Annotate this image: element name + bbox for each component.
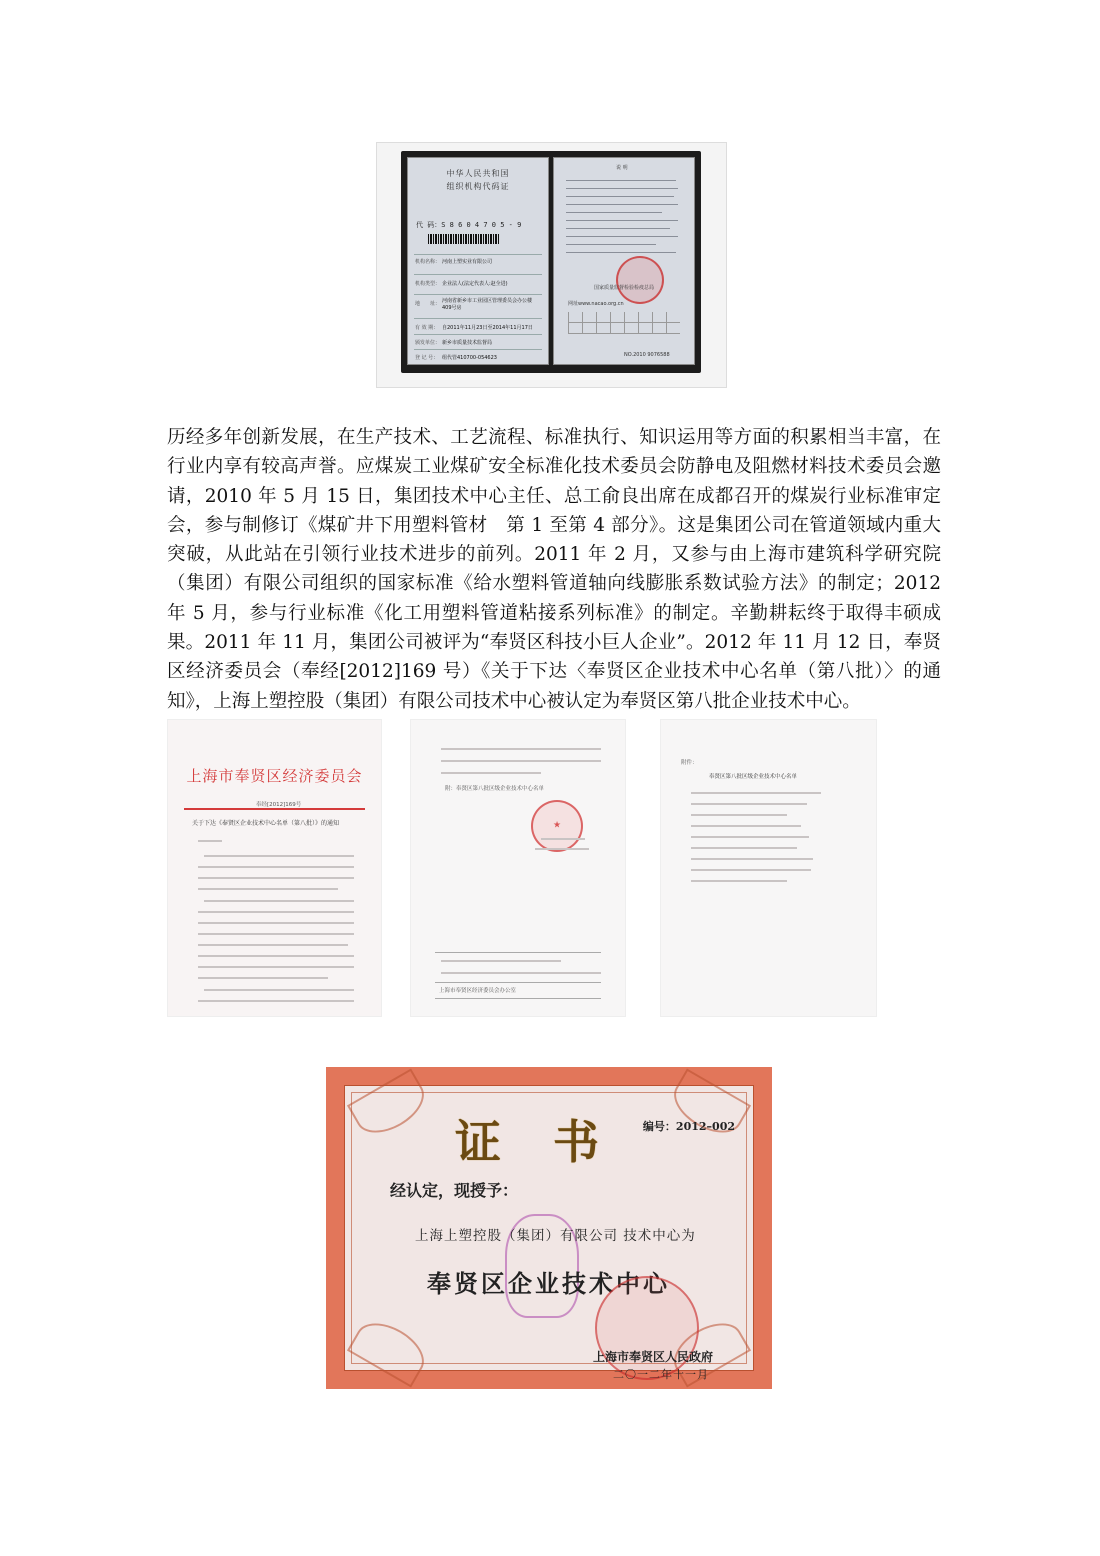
text-line — [441, 960, 561, 962]
list-line — [691, 880, 787, 882]
certificate-title-line1: 中华人民共和国 — [446, 169, 510, 178]
website-line: 网址www.nacao.org.cn — [568, 301, 624, 307]
certificate-body — [344, 1085, 754, 1381]
row-label: 机构类型： — [415, 281, 441, 287]
certificate-code — [416, 220, 521, 230]
row-value: 组代管410700-054623 — [442, 355, 497, 361]
rule — [435, 998, 601, 999]
list-line — [691, 792, 821, 794]
barcode-icon — [428, 234, 500, 244]
text-line — [566, 212, 662, 213]
notes-heading: 说 明 — [616, 165, 628, 171]
text-line — [198, 944, 348, 946]
certificate-left-page — [407, 157, 549, 365]
row-divider — [414, 294, 542, 295]
text-line — [566, 244, 656, 245]
committee-letterhead: 上海市奉贤区经济委员会 — [186, 767, 363, 785]
row-label: 机构名称： — [415, 259, 441, 265]
document-number: 奉经[2012]169号 — [256, 802, 302, 808]
text-line — [198, 877, 354, 879]
certificate-honor: 奉贤区企业技术中心 — [427, 1269, 670, 1298]
office-footer: 上海市奉贤区经济委员会办公室 — [439, 988, 517, 994]
attachment-note: 附：奉贤区第八批区级企业技术中心名单 — [445, 786, 545, 792]
text-line — [566, 236, 678, 237]
row-label: 有 效 期： — [415, 325, 439, 331]
text-line — [198, 966, 354, 968]
notice-page-1 — [167, 719, 382, 1017]
text-line — [566, 204, 678, 205]
notice-page-2 — [410, 719, 626, 1017]
annual-check-grid — [568, 312, 680, 334]
row-divider — [414, 318, 542, 319]
row-divider — [414, 254, 542, 255]
certificate-recipient: 上海上塑控股（集团）有限公司 技术中心为 — [415, 1228, 696, 1244]
certificate-intro: 经认定，现授予： — [390, 1181, 519, 1200]
list-line — [691, 858, 813, 860]
certificate-number: 编号：2012–002 — [642, 1120, 735, 1133]
code-label: 代 码： — [416, 221, 442, 229]
row-divider — [414, 334, 542, 335]
text-line — [441, 772, 541, 774]
org-code-certificate-photo — [376, 142, 727, 388]
row-value: 河南省新乡市工业园区管理委员会办公楼409号房 — [442, 298, 533, 311]
text-line — [198, 840, 222, 842]
official-seal-icon — [616, 256, 664, 304]
list-line — [691, 803, 807, 805]
row-label: 登 记 号： — [415, 355, 439, 361]
certificate-cover — [401, 151, 701, 373]
certificate-serial: NO.2010 9076588 — [624, 352, 670, 358]
list-line — [691, 814, 787, 816]
certificate-date: 二〇一二年十一月 — [613, 1368, 709, 1381]
row-value: 新乡市质量技术监督局 — [442, 340, 493, 346]
letterhead-rule — [184, 808, 365, 810]
notice-page-3 — [660, 719, 877, 1017]
row-label: 颁发单位： — [415, 340, 441, 346]
text-line — [198, 911, 354, 913]
row-divider — [414, 349, 542, 350]
text-line — [198, 933, 354, 935]
text-line — [198, 977, 328, 979]
attachment-label: 附件： — [681, 760, 698, 766]
certificate-title: 证书 — [455, 1115, 651, 1169]
text-line — [535, 848, 589, 850]
issuer-name: 国家质量监督检验检疫总局 — [594, 285, 655, 291]
list-line — [691, 869, 811, 871]
tech-center-certificate — [326, 1067, 772, 1389]
text-line — [541, 838, 585, 840]
text-line — [566, 228, 670, 229]
text-line — [441, 972, 601, 974]
text-line — [204, 989, 354, 991]
code-value: S 8 6 0 4 7 0 5 - 9 — [441, 221, 522, 229]
row-value: 河南上塑实业有限公司 — [442, 259, 493, 265]
text-line — [566, 180, 676, 181]
text-line — [566, 196, 674, 197]
text-line — [198, 1000, 354, 1002]
notice-subject: 关于下达《奉贤区企业技术中心名单（第八批）》的通知 — [192, 820, 340, 827]
text-line — [198, 922, 354, 924]
list-line — [691, 836, 809, 838]
row-label: 地 址： — [415, 301, 441, 307]
text-line — [198, 888, 338, 890]
certificate-right-page — [553, 157, 695, 365]
text-line — [441, 748, 601, 750]
row-value: 企业法人(法定代表人:赵全进) — [442, 281, 508, 287]
rule — [435, 952, 601, 953]
text-line — [566, 220, 678, 221]
text-line — [441, 760, 601, 762]
text-line — [566, 252, 676, 253]
rule — [435, 982, 601, 983]
red-seal-icon — [531, 800, 583, 852]
list-line — [691, 825, 801, 827]
text-line — [198, 866, 354, 868]
certificate-issuer: 上海市奉贤区人民政府 — [592, 1350, 713, 1364]
row-divider — [414, 274, 542, 275]
text-line — [566, 188, 678, 189]
text-line — [198, 955, 354, 957]
text-line — [204, 855, 354, 857]
certificate-title-line2: 组织机构代码证 — [446, 182, 510, 191]
list-title: 奉贤区第八批区级企业技术中心名单 — [709, 774, 798, 780]
history-paragraph: 历经多年创新发展，在生产技术、工艺流程、标准执行、知识运用等方面的积累相当丰富，在行业内享有较高声誉。应煤炭工业煤矿安全标准化技术委员会防静电及阻燃材料技术委员会邀请，2010 年 5 月 15 日，集团技术中心主任、总工俞良出席在成都召开的煤炭行业标准审定会，参与制修订《煤矿井下用塑料管材 第 1 至第 4 部分》。这是集团公司在管道领域内重大突破，从此站在引领行业技术进步的前列。2011 年 2 月，又参与由上海市建筑科学研究院（集团）有限公司组织的国家标准《给水塑料管道轴向线膨胀系数试验方法》的制定；2012 年 5 月，参与行业标准《化工用塑料管道粘接系列标准》的制定。辛勤耕耘终于取得丰硕成果。2011 年 11 月，集团公司被评为“奉贤区科技小巨人企业”。2012 年 11 月 12 日，奉贤区经济委员会（奉经[2012]169 号）《关于下达〈奉贤区企业技术中心名单（第八批）〉的通知》，上海上塑控股（集团）有限公司技术中心被认定为奉贤区第八批企业技术中心。 — [167, 427, 941, 712]
row-value: 自2011年11月23日至2014年11月17日 — [442, 325, 533, 331]
text-line — [204, 900, 354, 902]
list-line — [691, 847, 797, 849]
